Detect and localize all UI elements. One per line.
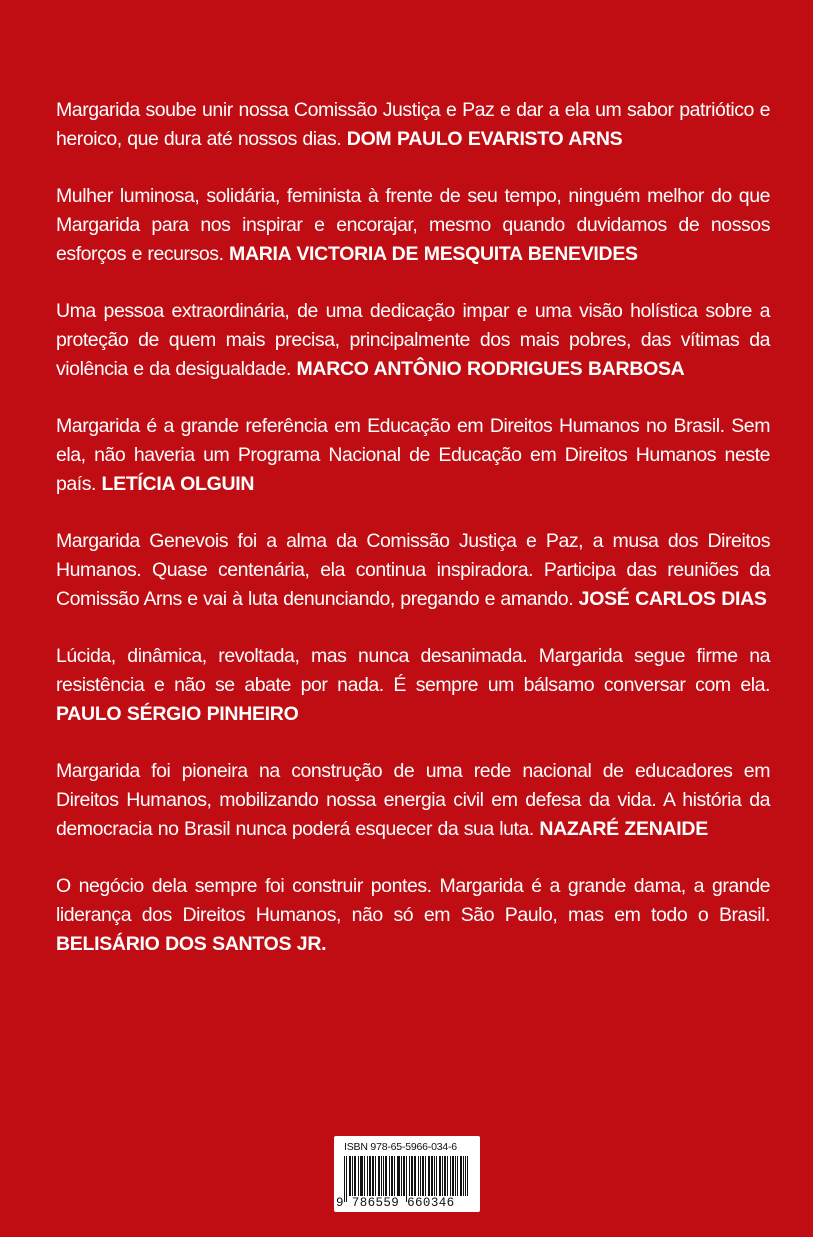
endorsement-quote [56, 757, 770, 844]
barcode-bar [450, 1156, 451, 1196]
barcode-bar [434, 1156, 435, 1196]
quote-text: Margarida soube unir nossa Comissão Justiça e Paz e dar a ela um sabor patriótico e heroico, que dura até nossos dias. [56, 99, 770, 150]
barcode-bar [354, 1156, 355, 1196]
barcode-bar [381, 1156, 382, 1196]
barcode-bar [403, 1156, 404, 1196]
quote-text: Lúcida, dinâmica, revoltada, mas nunca desanimada. Margarida segue firme na resistência e não se abate por nada. É sempre um bálsamo conversar com ela. [56, 645, 770, 696]
barcode-bar [415, 1156, 416, 1196]
quote-author: BELISÁRIO DOS SANTOS JR. [56, 933, 327, 955]
endorsement-quote [56, 872, 770, 959]
barcode-bar [375, 1156, 376, 1196]
barcode-bar [361, 1156, 362, 1196]
barcode-bar [373, 1156, 374, 1196]
barcode-bar [432, 1156, 433, 1196]
endorsement-quote [56, 412, 770, 499]
barcode-bar [411, 1156, 412, 1196]
barcode-bar [391, 1156, 392, 1196]
endorsement-quote [56, 642, 770, 729]
barcode-bar [379, 1156, 380, 1196]
barcode-bar [429, 1156, 430, 1196]
barcode-bar [452, 1156, 453, 1196]
barcode-bar [349, 1156, 350, 1196]
quote-author: NAZARÉ ZENAIDE [539, 818, 708, 840]
barcode-bar [350, 1156, 351, 1196]
barcode-bar [360, 1156, 361, 1196]
barcode-bar [367, 1156, 368, 1196]
quote-author: JOSÉ CARLOS DIAS [578, 588, 767, 610]
quote-text: Margarida é a grande referência em Educação em Direitos Humanos no Brasil. Sem ela, não haveria um Programa Nacional de Educação em Direitos Humanos neste país. [56, 415, 770, 495]
barcode-bar [465, 1156, 466, 1196]
isbn-label: ISBN 978-65-5966-034-6 [344, 1141, 457, 1153]
endorsement-quote [56, 182, 770, 269]
barcode-bar [409, 1156, 410, 1196]
quote-text: Mulher luminosa, solidária, feminista à frente de seu tempo, ninguém melhor do que Margarida para nos inspirar e encorajar, mesmo quando duvidamos de nossos esforços e recursos. [56, 185, 770, 265]
barcode-bar [425, 1156, 426, 1196]
barcode-bar [378, 1156, 379, 1196]
quote-text: Uma pessoa extraordinária, de uma dedicação impar e uma visão holística sobre a proteção de quem mais precisa, principalmente dos mais pobres, das vítimas da violência e da desigualdade. [56, 300, 770, 380]
barcode-bar [355, 1156, 356, 1196]
quote-author: MARCO ANTÔNIO RODRIGUES BARBOSA [296, 358, 685, 380]
quote-text: Margarida Genevois foi a alma da Comissão Justiça e Paz, a musa dos Direitos Humanos. Quase centenária, ela continua inspiradora. Participa das reuniões da Comissão Arns e vai à luta denunciando, pregando e amando. [56, 530, 770, 610]
barcode-bar [447, 1156, 448, 1196]
barcode-bar [389, 1156, 390, 1196]
barcode-bar [414, 1156, 415, 1196]
endorsement-quote [56, 96, 770, 154]
barcode-bar [362, 1156, 363, 1196]
quote-author: PAULO SÉRGIO PINHEIRO [56, 703, 299, 725]
barcode-bar [444, 1156, 445, 1196]
barcode-bar [461, 1156, 462, 1196]
barcode-bar [418, 1156, 419, 1196]
barcode-bar [358, 1156, 359, 1196]
barcode-bar [431, 1156, 432, 1196]
barcode-bar [455, 1156, 456, 1196]
barcode-bar [392, 1156, 393, 1196]
barcode-bar [404, 1156, 405, 1196]
endorsement-quote [56, 297, 770, 384]
barcode-bar [420, 1156, 421, 1196]
barcode-bar [398, 1156, 399, 1196]
quote-text: O negócio dela sempre foi construir pontes. Margarida é a grande dama, a grande liderança dos Direitos Humanos, não só em São Paulo, mas em todo o Brasil. [56, 875, 770, 926]
barcode-bar [428, 1156, 429, 1196]
barcode-bar [397, 1156, 398, 1196]
barcode-bar [439, 1156, 440, 1196]
quote-author: MARIA VICTORIA DE MESQUITA BENEVIDES [229, 243, 638, 265]
barcode-bar [385, 1156, 386, 1196]
barcode-bar [372, 1156, 373, 1196]
isbn-barcode [334, 1136, 480, 1212]
barcode-bar [370, 1156, 371, 1196]
barcode-bar [440, 1156, 441, 1196]
quote-author: DOM PAULO EVARISTO ARNS [346, 128, 623, 150]
barcode-bar [412, 1156, 413, 1196]
barcode-bar [457, 1156, 458, 1196]
barcode-bar [445, 1156, 446, 1196]
barcode-bar [386, 1156, 387, 1196]
quote-text: Margarida foi pioneira na construção de uma rede nacional de educadores em Direitos Humanos, mobilizando nossa energia civil em defesa da vida. A história da democracia no Brasil nunca poderá esquecer da sua luta. [56, 760, 770, 840]
endorsement-list [56, 96, 770, 987]
barcode-bar [369, 1156, 370, 1196]
barcode-bar [383, 1156, 384, 1196]
barcode-bar [453, 1156, 454, 1196]
quote-author: LETÍCIA OLGUIN [101, 473, 255, 495]
barcode-bar [463, 1156, 464, 1196]
barcode-digits: 9 786559 660346 [336, 1196, 455, 1210]
barcode-bar [401, 1156, 402, 1196]
barcode-bar [436, 1156, 437, 1196]
barcode-bar [394, 1156, 395, 1196]
barcode-bar [442, 1156, 443, 1196]
barcode-bar [399, 1156, 400, 1196]
barcode-bar [460, 1156, 461, 1196]
barcode-bar [422, 1156, 423, 1196]
barcode-bar [467, 1156, 468, 1196]
barcode-bar [423, 1156, 424, 1196]
endorsement-quote [56, 527, 770, 614]
barcode-bar [364, 1156, 365, 1196]
barcode-bar [352, 1156, 353, 1196]
